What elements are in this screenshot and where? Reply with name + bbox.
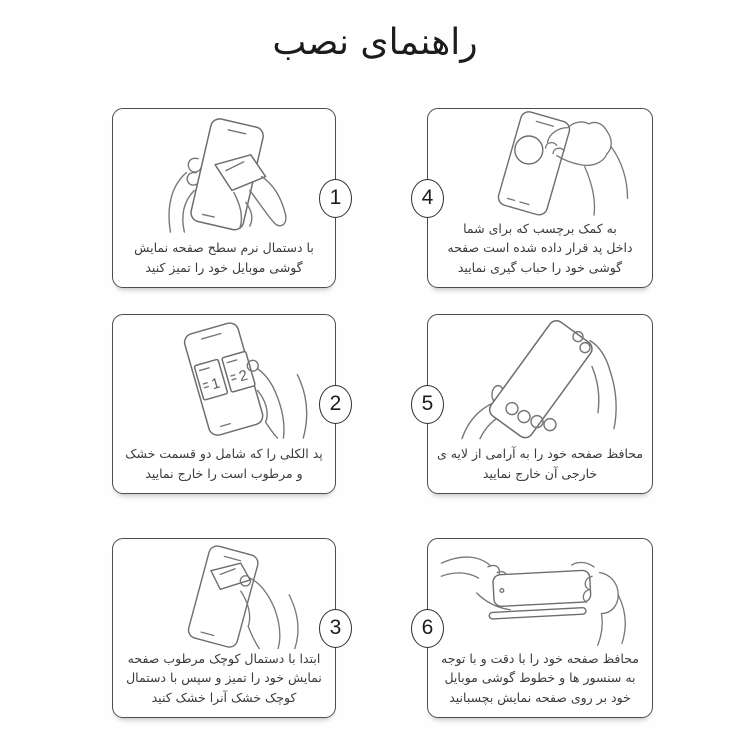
phone-icon [493,570,591,607]
pad-1-label: 1 [209,375,223,394]
step-panel-1 [112,108,342,288]
step-number-badge: 2 [319,385,352,424]
step-panel-5 [421,314,653,494]
step-panel-6 [421,538,653,718]
sticker-icon [515,136,543,164]
step-1-illustration [113,109,335,238]
step-number-badge: 4 [411,179,444,218]
step-number-badge: 6 [411,609,444,648]
screen-protector-icon [486,318,595,441]
step-caption: به کمک برچسب که برای شما داخل پد قرار داده شده است صفحه گوشی خود را حباب گیری نمایید [447,220,633,275]
step-number-badge: 5 [411,385,444,424]
page-title: راهنمای نصب [272,22,478,63]
screen-protector-icon [489,607,586,619]
step-caption: با دستمال نرم سطح صفحه نمایش گوشی موبایل خود را تمیز کنید [134,240,314,275]
step-caption: پد الکلی را که شامل دو قسمت خشک و مرطوب است را خارج نمایید [125,446,323,481]
step-caption: محافظ صفحه خود را به آرامی از لایه ی خارجی آن خارج نمایید [436,446,644,481]
step-3-illustration [113,539,335,649]
step-panel-4 [421,108,653,288]
step-4-illustration [428,109,652,219]
step-6-illustration [428,539,652,649]
step-5-illustration [428,315,652,444]
pad-2-label: 2 [237,367,250,386]
phone-icon [182,321,265,438]
step-number-badge: 1 [319,179,352,218]
step-panel-2 [112,314,342,494]
step-caption: محافظ صفحه خود را با دقت و با توجه به سنسور ها و خطوط گوشی موبایل خود بر روی صفحه نمایش بچسبانید [441,650,639,705]
step-caption: ابتدا با دستمال کوچک مرطوب صفحه نمایش خود را تمیز و سپس با دستمال کوچک خشک آنرا خشک کنید [126,650,322,705]
step-panel-3 [112,538,342,718]
phone-icon [187,544,260,649]
step-number-badge: 3 [319,609,352,648]
step-2-illustration [113,315,335,444]
